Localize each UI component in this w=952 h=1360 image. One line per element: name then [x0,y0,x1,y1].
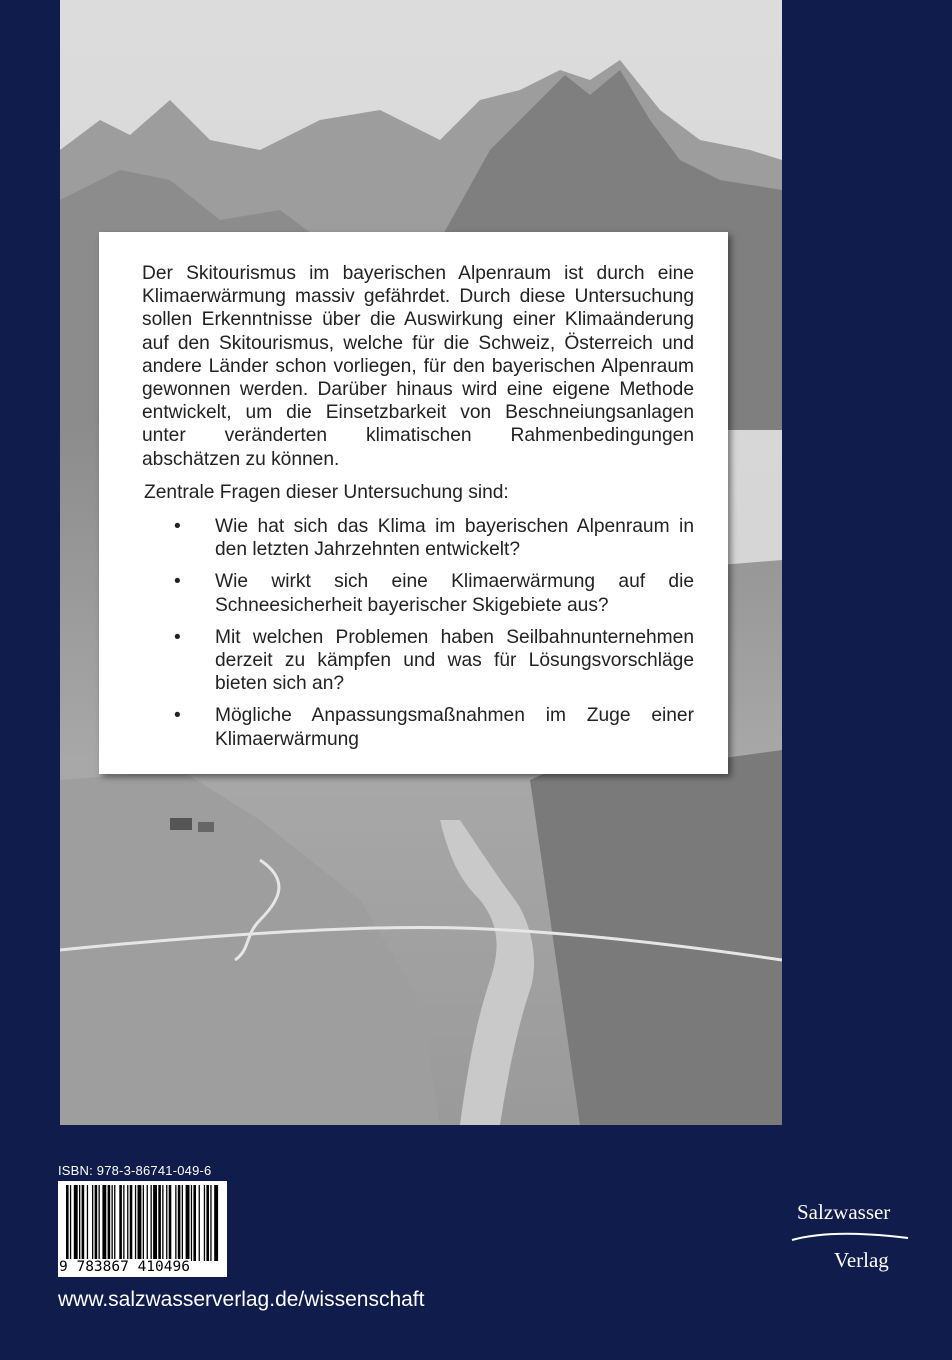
barcode-bar [82,1185,85,1261]
barcode-bar [79,1185,80,1261]
barcode-bar [138,1185,142,1261]
barcode-bar [143,1185,144,1261]
barcode-bar [206,1185,209,1261]
barcode-bar [99,1185,100,1261]
barcode-bar [102,1185,106,1261]
questions-list [142,515,694,751]
barcode-bar [95,1185,98,1261]
questions-heading: Zentrale Fragen dieser Untersuchung sind: [144,481,509,503]
barcode-bar [127,1185,128,1261]
barcode-bar [178,1185,181,1261]
bullet-icon: • [174,516,181,538]
barcode-bar [199,1185,200,1261]
barcode-bar [169,1185,172,1261]
barcode-bar [130,1185,133,1261]
list-item: • Wie wirkt sich eine Klimaerwärmung auf die Schneesicherheit bayerischer Skigebiete aus? [174,571,694,616]
barcode-bar [186,1185,190,1261]
barcode-bar [153,1185,157,1261]
barcode-bar [147,1185,148,1261]
barcode-bar [87,1185,88,1261]
isbn-barcode [58,1181,227,1277]
barcode-bar [108,1185,111,1261]
barcode-bar [191,1185,192,1261]
barcode-bar [70,1185,71,1261]
barcode-bar [166,1185,167,1261]
list-item: • Wie hat sich das Klima im bayerischen Alpenraum in den letzten Jahrzehnten entwickelt? [174,516,694,561]
barcode-bar [151,1185,152,1261]
wave-icon [790,1228,910,1248]
publisher-name-line1: Salzwasser [797,1200,891,1224]
barcode-bar [193,1185,196,1261]
bullet-icon: • [174,571,181,593]
publisher-url[interactable]: www.salzwasserverlag.de/wissenschaft [58,1288,425,1311]
list-item: • Mit welchen Problemen haben Seilbahnunternehmen derzeit zu kämpfen und was für Lösungsvorschläge bieten sich an? [174,626,694,695]
barcode-bar [74,1185,78,1261]
barcode-bar [123,1185,124,1261]
barcode-bar [210,1185,211,1261]
barcode-bar [175,1185,176,1261]
barcode-bar [66,1185,69,1261]
barcode-bar [114,1185,115,1261]
description-text-box [99,232,728,774]
isbn-label: ISBN: 978-3-86741-049-6 [58,1163,212,1178]
barcode-bar [214,1185,218,1261]
barcode-bar [162,1185,163,1261]
barcode-bar [182,1185,183,1261]
barcode-bar [135,1185,136,1261]
barcode-bar [119,1185,122,1261]
barcode-bar [204,1185,205,1261]
barcode-bar [158,1185,161,1261]
publisher-logo [790,1200,910,1280]
bullet-icon: • [174,705,181,727]
barcode-bar [92,1185,93,1261]
list-item: • Mögliche Anpassungsmaßnahmen im Zuge einer Klimaerwärmung [174,705,694,750]
barcode-bar [112,1185,113,1261]
intro-paragraph: Der Skitourismus im bayerischen Alpenraum ist durch eine Klimaerwärmung massiv gefährdet. Durch diese Untersuchung sollen Erkenntnisse über die Auswirkung einer Klimaänderung auf den Skitourismus, welche für die Schweiz, Österreich und andere Länder schon vorliegen, für den bayerischen Alpenraum gewonnen werden. Darüber hinaus wird eine eigene Methode entwickelt, um die Einsetzbarkeit von Beschneiungsanlagen unter veränderten klimatischen Rahmenbedingungen abschätzen zu können. [142,263,694,470]
barcode-digits: 9 783867 410496 [59,1259,190,1275]
bullet-icon: • [174,626,181,648]
publisher-name-line2: Verlag [834,1248,889,1272]
